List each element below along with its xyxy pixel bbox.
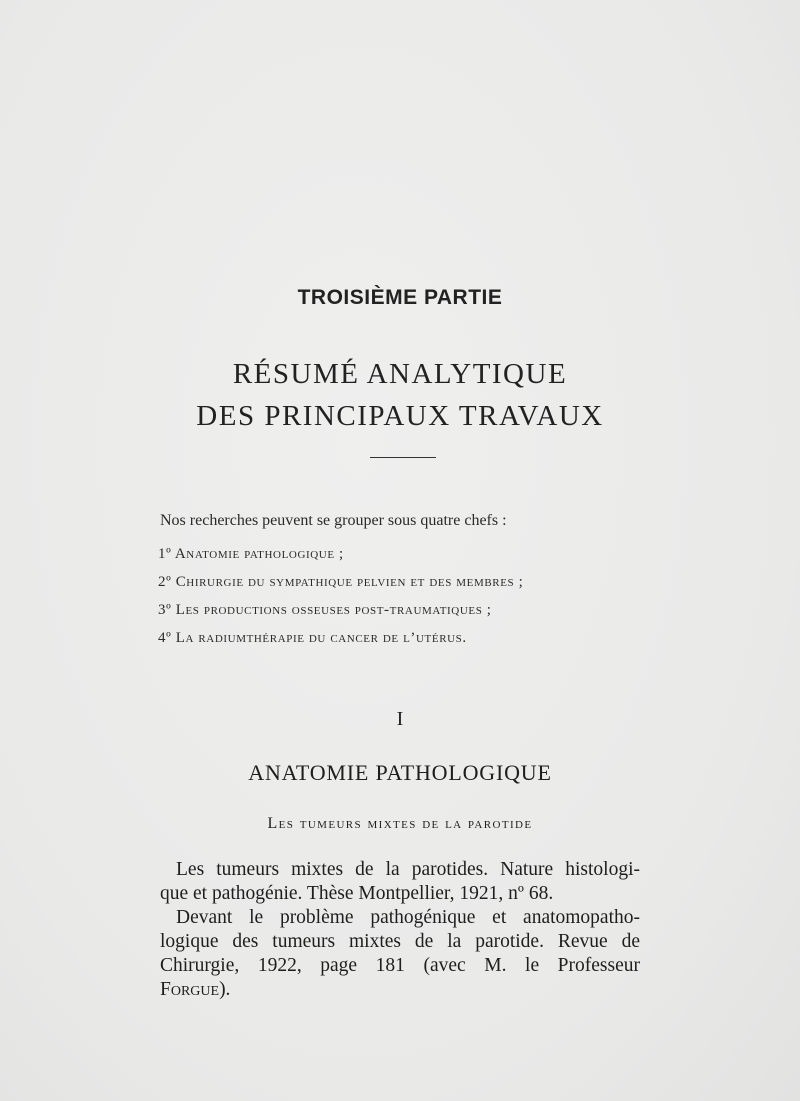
title-line-1: RÉSUMÉ ANALYTIQUE (232, 358, 568, 390)
paragraph-2 (160, 906, 640, 1002)
subsection-title: Les tumeurs mixtes de la parotide (267, 815, 533, 832)
list-item: 4º La radiumthérapie du cancer de l’utérus. (158, 630, 467, 646)
part-label: TROISIÈME PARTIE (297, 286, 503, 309)
chefs-list (158, 540, 523, 652)
paragraph-line: Forgue). (160, 979, 231, 1000)
paragraph-line: Chirurgie, 1922, page 181 (avec M. le Professeur (160, 955, 640, 976)
paragraph-line: Devant le problème pathogénique et anatomopatho- (176, 907, 640, 928)
paragraph-1 (160, 858, 640, 906)
paragraph-line: logique des tumeurs mixtes de la parotide. Revue de (160, 931, 640, 952)
list-item: 2º Chirurgie du sympathique pelvien et des membres ; (158, 574, 524, 590)
paragraph-line: Les tumeurs mixtes de la parotides. Nature histologi- (176, 859, 640, 880)
section-number: I (396, 708, 404, 730)
section-title: ANATOMIE PATHOLOGIQUE (248, 760, 552, 785)
list-item: 3º Les productions osseuses post-traumatiques ; (158, 602, 492, 618)
title-line-2: DES PRINCIPAUX TRAVAUX (196, 400, 604, 432)
page-title (0, 353, 800, 437)
list-item: 1º Anatomie pathologique ; (158, 546, 344, 562)
paragraph-line: que et pathogénie. Thèse Montpellier, 1921, nº 68. (160, 883, 554, 904)
intro-text: Nos recherches peuvent se grouper sous quatre chefs : (160, 512, 507, 529)
title-divider (370, 457, 436, 458)
